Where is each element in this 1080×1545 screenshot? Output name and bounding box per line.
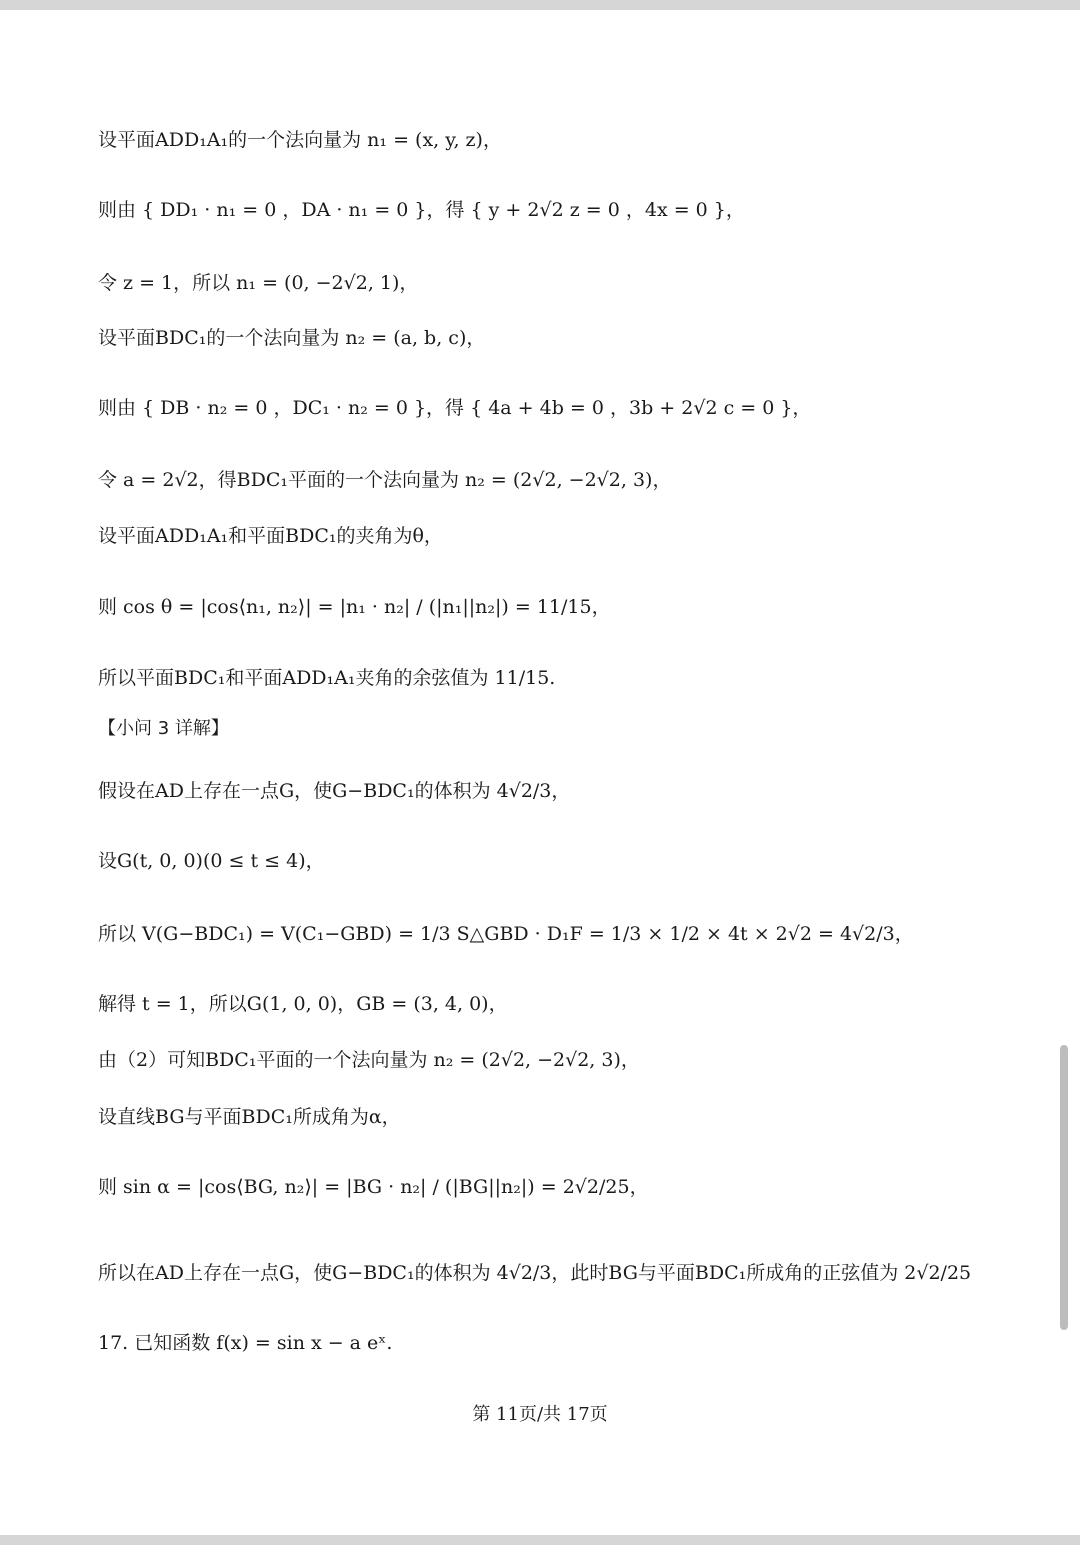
part3-hypothesis: 假设在AD上存在一点G，使G−BDC₁的体积为 4√2/3， <box>98 780 571 802</box>
n2-result: 令 a = 2√2，得BDC₁平面的一个法向量为 n₂ = (2√2, −2√2, 3)， <box>98 469 672 491</box>
equation-system-n2: 则由 { DB · n₂ = 0 ，DC₁ · n₂ = 0 }，得 { 4a + 4b = 0 ，3b + 2√2 c = 0 }， <box>98 397 812 419</box>
page-footer: 第 11页/共 17页 <box>472 1404 608 1425</box>
recall-n2: 由（2）可知BDC₁平面的一个法向量为 n₂ = (2√2, −2√2, 3)， <box>98 1049 640 1071</box>
volume-equation: 所以 V(G−BDC₁) = V(C₁−GBD) = 1/3 S△GBD · D₁F = 1/3 × 1/2 × 4t × 2√2 = 4√2/3， <box>98 923 914 945</box>
problem-17-statement: 17. 已知函数 f(x) = sin x − a eˣ. <box>98 1332 393 1354</box>
normal-vector-n2-setup: 设平面BDC₁的一个法向量为 n₂ = (a, b, c)， <box>98 327 486 349</box>
point-g-setup: 设G(t, 0, 0)(0 ≤ t ≤ 4)， <box>98 850 325 872</box>
section-title-part3: 【小问 3 详解】 <box>98 718 229 739</box>
viewer-top-band <box>0 0 1080 10</box>
final-conclusion: 所以在AD上存在一点G，使G−BDC₁的体积为 4√2/3，此时BG与平面BDC₁所成角的正弦值为 2√2/25 <box>98 1262 972 1284</box>
equation-system-n1: 则由 { DD₁ · n₁ = 0 ，DA · n₁ = 0 }，得 { y + 2√2 z = 0 ，4x = 0 }， <box>98 199 745 221</box>
scrollbar-thumb[interactable] <box>1060 1045 1068 1330</box>
angle-alpha-setup: 设直线BG与平面BDC₁所成角为α， <box>98 1106 401 1128</box>
normal-vector-n1-setup: 设平面ADD₁A₁的一个法向量为 n₁ = (x, y, z)， <box>98 129 502 151</box>
sin-alpha-formula: 则 sin α = |cos⟨BG, n₂⟩| = |BG · n₂| / (|BG||n₂|) = 2√2/25， <box>98 1176 649 1198</box>
angle-theta-setup: 设平面ADD₁A₁和平面BDC₁的夹角为θ， <box>98 525 443 547</box>
solve-t: 解得 t = 1，所以G(1, 0, 0)，GB = (3, 4, 0)， <box>98 993 508 1015</box>
cos-theta-formula: 则 cos θ = |cos⟨n₁, n₂⟩| = |n₁ · n₂| / (|n₁||n₂|) = 11/15， <box>98 596 611 618</box>
viewer-bottom-band <box>0 1535 1080 1545</box>
cosine-conclusion: 所以平面BDC₁和平面ADD₁A₁夹角的余弦值为 11/15. <box>98 667 556 689</box>
n1-result: 令 z = 1，所以 n₁ = (0, −2√2, 1)， <box>98 272 419 294</box>
